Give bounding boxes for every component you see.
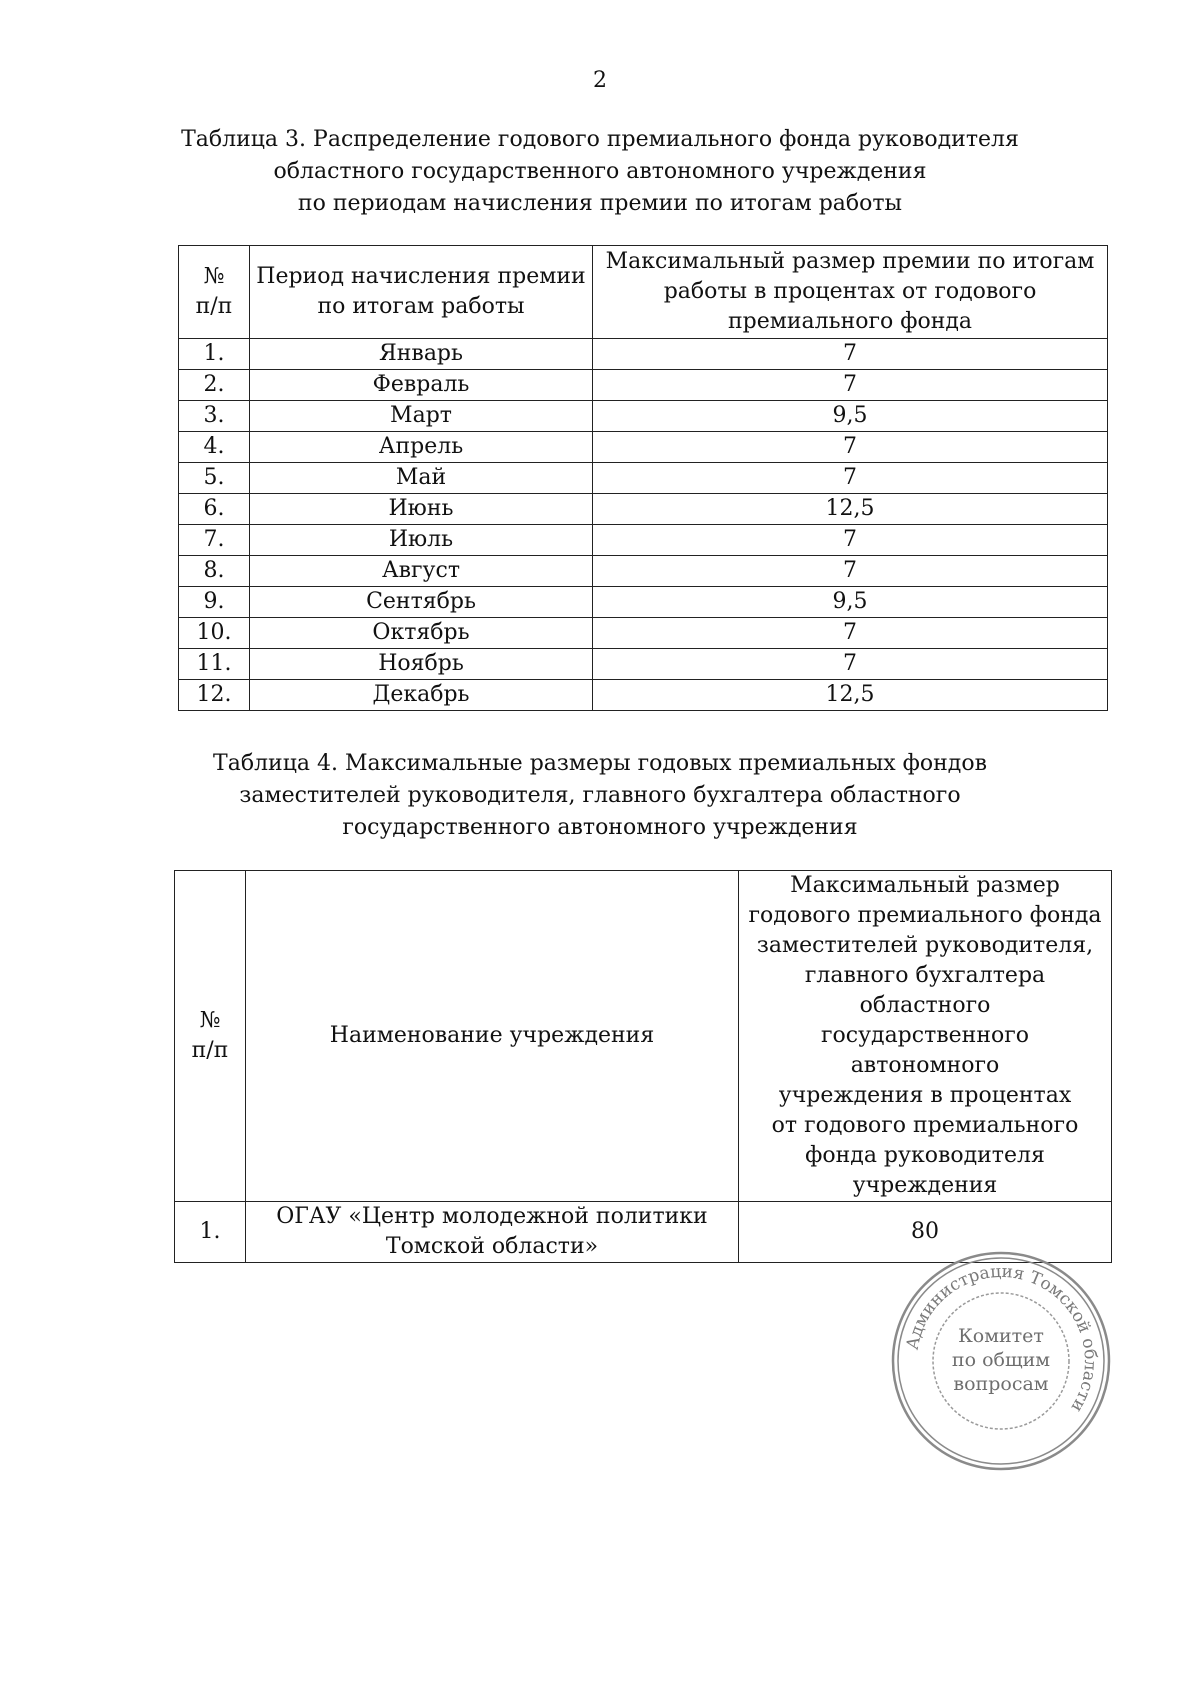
table3-cell-value: 7 — [593, 339, 1108, 370]
table3-cell-num: 10. — [179, 618, 250, 649]
stamp-center-line: вопросам — [953, 1373, 1049, 1395]
table-row — [179, 432, 1108, 463]
table3-header-max: Максимальный размер премии по итогам работы в процентах от годового премиального фонда — [593, 246, 1108, 339]
table3-cell-period: Март — [250, 401, 593, 432]
table3-cell-period: Апрель — [250, 432, 593, 463]
table-row — [179, 370, 1108, 401]
table3-cell-num: 4. — [179, 432, 250, 463]
table3-cell-period: Сентябрь — [250, 587, 593, 618]
table4-header-num: № п/п — [175, 871, 246, 1202]
table3-cell-value: 7 — [593, 618, 1108, 649]
table-row — [179, 587, 1108, 618]
table3-cell-period: Декабрь — [250, 680, 593, 711]
table3-caption-line: областного государственного автономного учреждения — [273, 159, 927, 184]
table-row — [179, 680, 1108, 711]
table3-caption-line: по периодам начисления премии по итогам работы — [297, 191, 903, 216]
table-row — [179, 618, 1108, 649]
table3-cell-num: 11. — [179, 649, 250, 680]
table3-cell-value: 7 — [593, 525, 1108, 556]
table3 — [178, 245, 1108, 711]
table3-cell-period: Октябрь — [250, 618, 593, 649]
table3-cell-value: 7 — [593, 649, 1108, 680]
table3-header-period: Период начисления премии по итогам работы — [250, 246, 593, 339]
table3-cell-period: Ноябрь — [250, 649, 593, 680]
table3-cell-value: 7 — [593, 432, 1108, 463]
table-row — [179, 525, 1108, 556]
table3-cell-num: 7. — [179, 525, 250, 556]
table3-cell-num: 12. — [179, 680, 250, 711]
table4-header-row — [175, 871, 1112, 1202]
table3-cell-period: Август — [250, 556, 593, 587]
table3-cell-value: 7 — [593, 556, 1108, 587]
stamp-ring-text: Администрация Томской области — [902, 1261, 1101, 1416]
table3-cell-value: 12,5 — [593, 680, 1108, 711]
official-stamp — [888, 1248, 1114, 1474]
table3-cell-value: 9,5 — [593, 401, 1108, 432]
table3-cell-period: Июнь — [250, 494, 593, 525]
table-row — [179, 649, 1108, 680]
table3-cell-value: 7 — [593, 463, 1108, 494]
table3-cell-period: Февраль — [250, 370, 593, 401]
table4-caption-line: заместителей руководителя, главного бухгалтера областного — [239, 783, 961, 808]
table4-caption — [0, 748, 1200, 844]
table4-caption-line: государственного автономного учреждения — [342, 815, 858, 840]
table4-cell-name: ОГАУ «Центр молодежной политики Томской области» — [246, 1202, 739, 1263]
table3-cell-num: 8. — [179, 556, 250, 587]
table3-caption-line: Таблица 3. Распределение годового премиального фонда руководителя — [181, 127, 1019, 152]
page-number: 2 — [593, 68, 607, 93]
table-row — [179, 556, 1108, 587]
table-row — [179, 494, 1108, 525]
table4 — [174, 870, 1112, 1263]
table4-caption-line: Таблица 4. Максимальные размеры годовых премиальных фондов — [213, 751, 987, 776]
table3-cell-num: 6. — [179, 494, 250, 525]
table3-cell-num: 5. — [179, 463, 250, 494]
table3-header-row — [179, 246, 1108, 339]
table3-header-num: № п/п — [179, 246, 250, 339]
table4-header-name: Наименование учреждения — [246, 871, 739, 1202]
table3-cell-num: 3. — [179, 401, 250, 432]
table3-cell-period: Январь — [250, 339, 593, 370]
table3-cell-num: 2. — [179, 370, 250, 401]
table3-cell-value: 9,5 — [593, 587, 1108, 618]
table4-header-max: Максимальный размер годового премиального фонда заместителей руководителя, главного бухгалтера областного государственного автономного учреждения в процентах от годового премиального фонда руководителя учреждения — [739, 871, 1112, 1202]
stamp-center-line: по общим — [951, 1349, 1051, 1371]
table3-cell-value: 7 — [593, 370, 1108, 401]
table3-caption — [0, 124, 1200, 220]
stamp-center-line: Комитет — [958, 1325, 1044, 1347]
table3-cell-value: 12,5 — [593, 494, 1108, 525]
table-row — [179, 401, 1108, 432]
table3-cell-period: Июль — [250, 525, 593, 556]
table3-cell-num: 1. — [179, 339, 250, 370]
table3-cell-num: 9. — [179, 587, 250, 618]
table-row — [179, 463, 1108, 494]
table-row — [179, 339, 1108, 370]
table4-cell-value: 80 — [739, 1202, 1112, 1263]
table3-cell-period: Май — [250, 463, 593, 494]
table3-body — [179, 339, 1108, 711]
table4-cell-num: 1. — [175, 1202, 246, 1263]
